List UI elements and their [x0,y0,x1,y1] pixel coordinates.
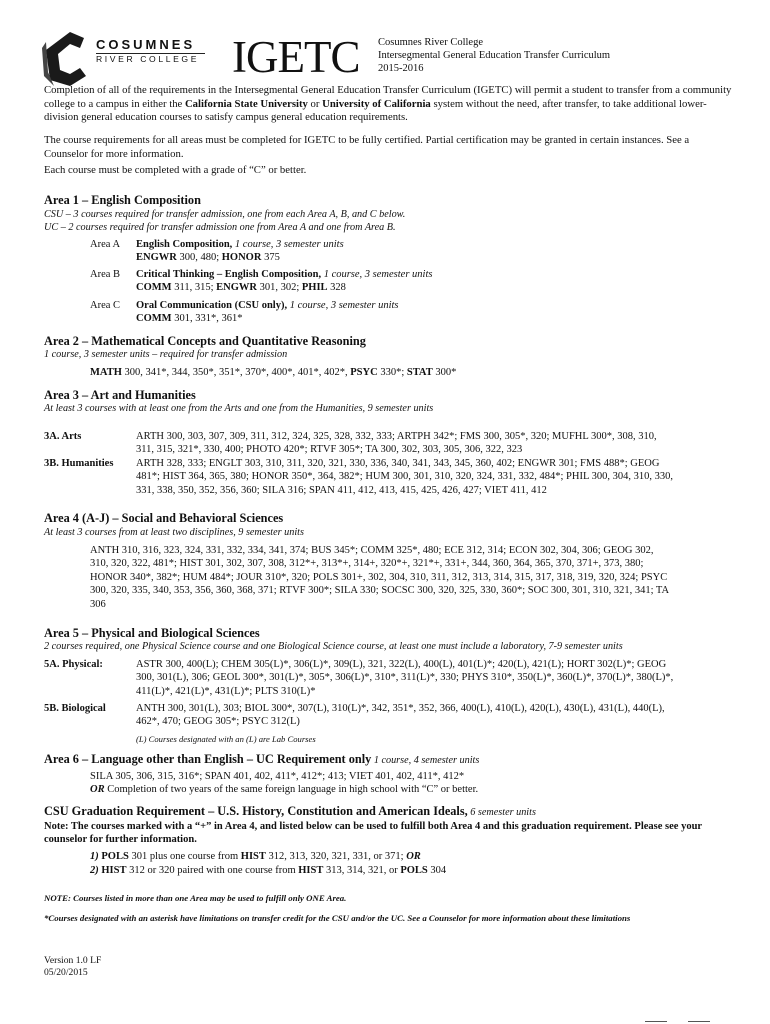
area1a-courses: ENGWR 300, 480; HONOR 375 [136,252,280,263]
college-logo [40,28,92,90]
csu-grad-option-1: 1) POLS 301 plus one course from HIST 312, 313, 320, 321, 331, or 371; OR [90,851,421,862]
lab-note: (L) Courses designated with an (L) are Lab Courses [136,734,316,744]
area1c-label: Area C [90,300,121,311]
area4-courses [90,544,736,611]
area4-line-5: 306 [90,598,106,610]
footer-mark-right [688,1021,710,1022]
area3-subtitle: At least 3 courses with at least one from the Arts and one from the Humanities, 9 semester units [44,403,434,414]
area4-line-1: ANTH 310, 316, 323, 324, 331, 332, 334, 341, 374; BUS 345*; COMM 325*, 480; ECE 312, 314; ECON 302, 304, 306; GEOG 302, [90,545,654,556]
college-logo-icon [40,28,92,90]
area1-heading: Area 1 – English Composition [44,193,201,207]
footer-mark-left [645,1021,667,1022]
area4-line-4: 300, 320, 335, 340, 353, 356, 360, 368, 371; RTVF 300*; SILA 330; SOCSC 300, 320, 325, 330, 360*; SOC 300, 301, 310, 321, 341; TA [90,585,670,597]
program-name: Intersegmental General Education Transfer Curriculum [378,50,611,61]
area1-uc-note: UC – 2 courses required for transfer admission one from Area A and one from Area B. [44,222,396,233]
area4-line-2: 310, 320, 322, 481*; HIST 301, 302, 307, 308, 312*+, 313*+, 314+, 320*+, 321*+, 331+, 344, 360, 364, 365, 370, 371+, 373, 380; [90,558,644,570]
area1-csu-note: CSU – 3 courses required for transfer admission, one from each Area A, B, and C below. [44,209,406,220]
area5a-label: 5A. Physical: [44,659,103,670]
csu-grad-option-2: 2) HIST 312 or 320 paired with one course from HIST 313, 314, 321, or POLS 304 [90,865,447,876]
academic-year: 2015-2016 [378,63,424,74]
area1a-label: Area A [90,239,121,250]
area4-heading: Area 4 (A-J) – Social and Behavioral Sciences [44,511,284,525]
area2-heading: Area 2 – Mathematical Concepts and Quantitative Reasoning [44,334,366,348]
certification-paragraph: The course requirements for all areas must be completed for IGETC to be fully certified. Partial certification may be granted in certain instances. See a Counselor for more information. [44,134,690,160]
area6-alternative: OR Completion of two years of the same foreign language in high school with “C” or better. [90,784,479,795]
area3a-label: 3A. Arts [44,431,82,442]
page-title: IGETC [232,32,360,82]
area3b-line-3: 331, 338, 350, 352, 356, 360; SILA 316; SPAN 411, 412, 413, 415, 425, 426, 427; VIET 411, 412 [136,484,547,496]
college-name: Cosumnes River College [378,37,483,48]
logo-name: COSUMNES [96,37,196,52]
note-asterisk: *Courses designated with an asterisk have limitations on transfer credit for the CSU and/or the UC. See a Counselor for more information about these limitations [44,913,631,923]
version-label: Version 1.0 LF [44,955,102,966]
area5a-line-2: 300, 301(L), 306; GEOL 300*, 301(L)*, 305*, 306(L)*, 310*, 311(L)*, 330; PHYS 310*, 350(L)*, 360(L)*, 370(L)*, 380(L)*, [136,672,674,684]
area5b-label: 5B. Biological [44,703,106,714]
area3b-line-1: ARTH 328, 333; ENGLT 303, 310, 311, 320, 321, 330, 336, 340, 341, 343, 345, 360, 402; ENGWR 301; FMS 488*; GEOG [136,458,660,469]
area4-subtitle: At least 3 courses from at least two disciplines, 9 semester units [44,527,304,538]
note-one-area: NOTE: Courses listed in more than one Area may be used to fulfill only ONE Area. [44,893,347,903]
area1b-title: Critical Thinking – English Composition, 1 course, 3 semester units [136,269,433,280]
area1b-courses: COMM 311, 315; ENGWR 301, 302; PHIL 328 [136,282,346,293]
area5-heading: Area 5 – Physical and Biological Sciences [44,626,260,640]
area3a-line-1: ARTH 300, 303, 307, 309, 311, 312, 324, 325, 328, 332, 333; ARTPH 342*; FMS 300, 305*, 320; MUFHL 300*, 308, 310, [136,431,657,442]
area1b-label: Area B [90,269,121,280]
area2-subtitle: 1 course, 3 semester units – required for transfer admission [44,349,288,360]
area5-subtitle: 2 courses required, one Physical Science course and one Biological Science course, at least one must include a laboratory, 7-9 semester units [44,641,623,652]
area3-heading: Area 3 – Art and Humanities [44,388,196,402]
area3b-label: 3B. Humanities [44,458,114,469]
area1a-title: English Composition, 1 course, 3 semester units [136,239,344,250]
area5b-line-2: 462*, 470; GEOG 305*; PSYC 312(L) [136,716,300,728]
area1c-title: Oral Communication (CSU only), 1 course, 3 semester units [136,300,399,311]
area5a-courses [136,658,736,698]
area3a-line-2: 311, 315, 321*, 330, 400; PHOTO 420*; RTVF 305*; TA 300, 302, 303, 305, 306, 322, 323 [136,444,523,456]
area5a-line-3: 411(L)*, 421(L)*, 431(L)*; PLTS 310(L)* [136,685,316,697]
intro-paragraph: Completion of all of the requirements in the Intersegmental General Education Transfer Curriculum (IGETC) will permit a student to transfer from a community college to a campus in either the California State University or University of California system without the need, after transfer, to take additional lower-division general education courses to satisfy campus general education requirements. [44,84,732,124]
version-date: 05/20/2015 [44,967,88,978]
area6-courses: SILA 305, 306, 315, 316*; SPAN 401, 402, 411*, 412*; 413; VIET 401, 402, 411*, 412* [90,771,465,782]
area4-line-3: HONOR 340*, 382*; HUM 484*; JOUR 310*, 320; POLS 301+, 302, 304, 310, 311, 312, 313, 314, 315, 317, 318, 319, 320, 324; PSYC [90,571,668,583]
area3b-courses [136,457,736,497]
area3a-courses [136,430,736,457]
logo-subtitle: RIVER COLLEGE [96,54,200,64]
area5a-line-1: ASTR 300, 400(L); CHEM 305(L)*, 306(L)*, 309(L), 321, 322(L), 400(L), 401(L)*; 420(L), 421(L); HORT 302(L)*; GEOG [136,659,667,670]
area5b-line-1: ANTH 300, 301(L), 303; BIOL 300*, 307(L), 310(L)*, 342, 351*, 352, 366, 400(L), 410(L), 420(L), 430(L), 431(L), 440(L), [136,703,665,714]
csu-grad-note: Note: The courses marked with a “+” in Area 4, and listed below can be used to fulfill both Area 4 and this graduation requirement. Please see your counselor for further information. [44,821,702,846]
area6-heading: Area 6 – Language other than English – UC Requirement only 1 course, 4 semester units [44,752,480,766]
area3b-line-2: 481*; HIST 364, 365, 380; HONOR 350*, 364, 382*; HUM 300, 301, 310, 320, 324, 331, 332, 484*; PHIL 300, 304, 310, 330, [136,471,673,483]
csu-grad-heading: CSU Graduation Requirement – U.S. History, Constitution and American Ideals, 6 semester units [44,804,536,818]
area5b-courses [136,702,736,729]
grade-requirement: Each course must be completed with a grade of “C” or better. [44,164,307,176]
area2-courses: MATH 300, 341*, 344, 350*, 351*, 370*, 400*, 401*, 402*, PSYC 330*; STAT 300* [90,367,457,378]
area1c-courses: COMM 301, 331*, 361* [136,313,243,324]
